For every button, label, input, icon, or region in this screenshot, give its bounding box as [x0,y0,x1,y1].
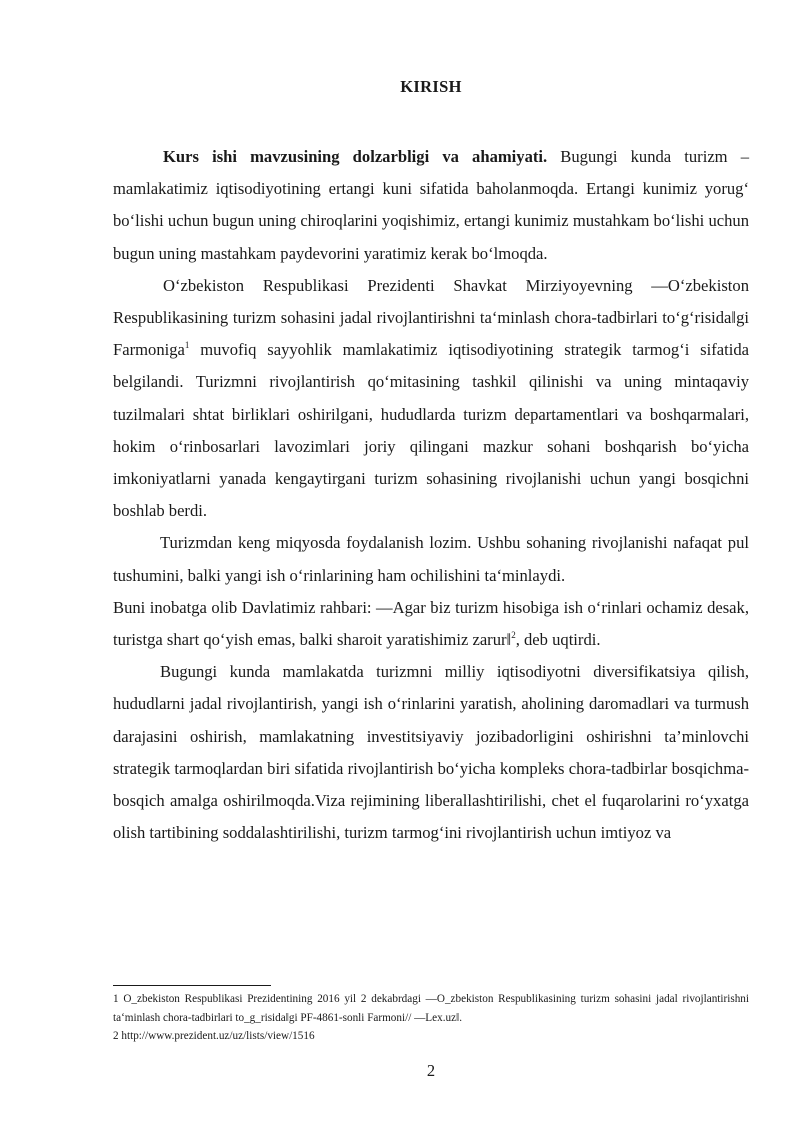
paragraph-text: Bugungi kunda turizm – mamlakatimiz iqtisodiyotining ertangi kuni sifatida baholanmoqda. Ertangi kunimiz yorug‘ bo‘lishi uchun bugun uning chiroqlarini yoqishimiz, ertangi kunimiz mustahkam bo‘lishi uchun bugun uning mastahkam paydevorini yaratimiz kerak bo‘lmoqda. [113,147,750,263]
paragraph-relevance [113,141,749,270]
footnote-1: 1 O_zbekiston Respublikasi Prezidentining 2016 yil 2 dekabrdagi ―O_zbekiston Respublikasining turizm sohasini jadal rivojlantirishni ta‘minlash chora-tadbirlari to_g_risida‖gi PF-4861-sonli Farmoni// ―Lex.uz‖. [113,993,749,1024]
section-heading: KIRISH [400,77,462,96]
footnotes [113,990,749,1046]
paragraph-text: O‘zbekiston Respublikasi Prezidenti Shavkat Mirziyoyevning ―O‘zbekiston Respublikasining turizm sohasini jadal rivojlantirishni ta‘minlash chora-tadbirlari to‘g‘risida‖gi Farmoniga [113,275,749,360]
paragraph-text: muvofiq sayyohlik mamlakatimiz iqtisodiyotining strategik tarmog‘i sifatida belgilandi. Turizmni rivojlantirish qo‘mitasining tashkil qilinishi va uning mintaqaviy tuzilmalari shtat birliklari oshirilgani, hududlarda turizm departamentlari va boshqarmalari, hokim o‘rinbosarlari lavozimlari joriy qilingani mazkur sohani boshqarish bo‘yicha imkoniyatlarni yanada kengaytirgani turizm sohasining rivojlanishi uchun yangi bosqichni boshlab berdi. [113,340,749,521]
paragraph-tourism-use: Turizmdan keng miqyosda foydalanish lozim. Ushbu sohaning rivojlanishi nafaqat pul tushumini, balki yangi ish o‘rinlarining ham ochilishini ta‘minlaydi. [113,533,749,585]
footnote-2[interactable]: 2 http://www.prezident.uz/uz/lists/view/1516 [113,1030,315,1042]
document-page [113,0,749,1131]
paragraph-text: Buni inobatga olib Davlatimiz rahbari: ―Agar biz turizm hisobiga ish o‘rinlari ochamiz desak, turistga shart qo‘yish emas, balki sharoit yaratishimiz zarur‖ [113,597,749,650]
paragraph-text: , deb uqtirdi. [515,630,601,650]
paragraph-lead-bold: Kurs ishi mavzusining dolzarbligi va ahamiyati. [163,147,548,166]
body-text [113,141,749,849]
paragraph-decree [113,270,749,528]
paragraph-quote [113,592,749,656]
footnote-ref-2[interactable]: 2 [511,630,516,641]
page-number: 2 [426,1061,436,1080]
footnote-separator [113,985,271,986]
paragraph-strategy: Bugungi kunda mamlakatda turizmni milliy iqtisodiyotni diversifikatsiya qilish, hududlarni jadal rivojlantirish, yangi ish o‘rinlarini yaratish, aholining daromadlari va turmush darajasini oshirish, mamlakatning investitsiyaviy jozibadorligini oshirishni ta’minlovchi strategik tarmoqlardan biri sifatida rivojlantirish bo‘yicha kompleks chora-tadbirlar bosqichma-bosqich amalga oshirilmoqda.Viza rejimining liberallashtirilishi, chet el fuqarolarini ro‘yxatga olish tartibining soddalashtirilishi, turizm tarmog‘ini rivojlantirish uchun imtiyoz va [113,662,749,843]
footnote-ref-1[interactable]: 1 [184,340,190,351]
